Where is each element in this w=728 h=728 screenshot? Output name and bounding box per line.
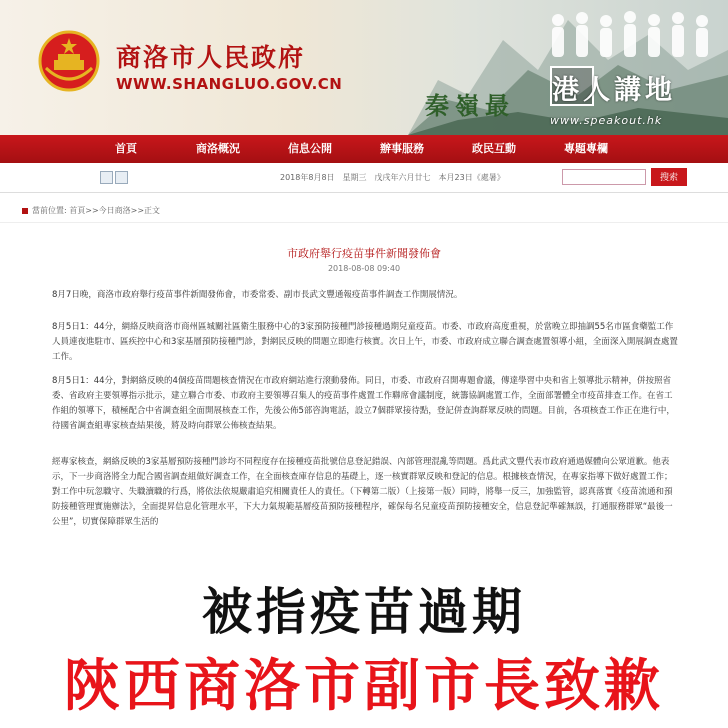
broken-image-icon[interactable] — [115, 171, 128, 184]
search-button[interactable]: 搜索 — [651, 168, 687, 186]
speakout-brand — [544, 0, 728, 134]
article-paragraph: 8月5日1：44分，網絡反映商洛市商州區城關社區衛生服務中心的3家預防接種門診接種過期兒童疫苗。市委、市政府高度重視，於當晚立即抽調55名市區食藥監工作人員連夜進駐市、區疾控中心和3家基層預防接種門診，對網民反映的問題立即進行核實。次日上午，市委、市政府成立聯合調查處置領導小組，全面深入開展調查處置工作。 — [52, 322, 678, 362]
nav-item-topics[interactable]: 專題專欄 — [564, 142, 608, 155]
broken-image-icon[interactable] — [100, 171, 113, 184]
article-content — [0, 222, 728, 552]
nav-item-info-disclosure[interactable]: 信息公開 — [288, 142, 332, 155]
headline-line-2: 陝西商洛市副市長致歉 — [64, 654, 664, 719]
brand-url: www.speakout.hk — [550, 114, 663, 127]
site-url[interactable]: WWW.SHANGLUO.GOV.CN — [116, 75, 343, 93]
nav-item-services[interactable]: 辦事服務 — [380, 142, 424, 155]
site-banner — [0, 0, 728, 135]
article-title: 市政府舉行疫苗事件新聞發佈會 — [287, 247, 441, 260]
article-paragraph: 8月7日晚，商洛市政府舉行疫苗事件新聞發佈會，市委常委、副市長武文豐通報疫苗事件調查工作開展情況。 — [52, 290, 463, 300]
site-title: 商洛市人民政府 — [116, 43, 306, 72]
date-line: 2018年8月8日 星期三 戊戌年六月廿七 本月23日《處暑》 — [280, 173, 505, 182]
article-date: 2018-08-08 09:40 — [327, 264, 401, 273]
brand-name: 港人講地 — [552, 75, 676, 106]
nav-item-home[interactable]: 首頁 — [115, 142, 137, 155]
headline-line-1: 被指疫苗過期 — [202, 583, 526, 641]
headline-overlay — [0, 552, 728, 728]
calligraphy-slogan: 秦嶺最 — [425, 91, 515, 120]
image-buttons — [100, 171, 128, 184]
article-paragraph: 經專家核查，網絡反映的3家基層預防接種門診均不同程度存在接種疫苗批號信息登記錯誤、內部管理混亂等問題。爲此武文豐代表市政府通過媒體向公眾道歉。他表示，下一步商洛將全力配合國省調查組做好調查工作，在全面核查庫存信息的基礎上，逐一核實群眾反映和登記的信息。根據核查情況，在專家指導下做好處置工作；對工作中玩忽職守、失職瀆職的行爲，將依法依規嚴肅追究相關責任人的責任。（下轉第二版）（上接第一版）同時，將舉一反三，加強監管，認真落實《疫苗流通和預防接種管理實施辦法》，全面提昇信息化管理水平，下大力氣規範基層疫苗預防接種程序，確保每名兒童疫苗預防接種安全，信息登記準確無誤，打通服務群眾“最後一公里”，切實保障群眾生活的 — [52, 457, 673, 527]
location-icon — [22, 208, 28, 214]
national-emblem-icon — [38, 30, 100, 92]
breadcrumb-text[interactable]: 當前位置: 首頁>>今日商洛>>正文 — [32, 206, 161, 215]
main-nav — [0, 135, 728, 163]
people-silhouette-icon — [544, 6, 728, 62]
breadcrumb — [22, 205, 160, 216]
nav-item-overview[interactable]: 商洛概況 — [196, 142, 240, 155]
nav-item-interaction[interactable]: 政民互動 — [472, 142, 516, 155]
info-bar — [0, 163, 728, 193]
search-input[interactable] — [562, 169, 646, 185]
article-paragraph: 8月5日1：44分，對網絡反映的4個疫苗問題核查情況在市政府網站進行滾動發佈。同日，市委、市政府召開專題會議，傳達學習中央和省上領導批示精神，併按照省委、省政府主要領導指示批示，建立聯合市委、市政府主要領導召集人的疫苗事件處置工作聯席會議制度，統籌協調處置工作，全面部署體全市疫苗排查工作。在省工作組的領導下，積極配合中省調查組全面開展核查工作，先後公佈5部咨詢電話，設立7個群眾接待點，登記併查詢群眾反映的問題。目前，各項核查工作正在進行中，待國省調查組專家核查結果後，將及時向群眾公佈核查結果。 — [52, 376, 675, 431]
